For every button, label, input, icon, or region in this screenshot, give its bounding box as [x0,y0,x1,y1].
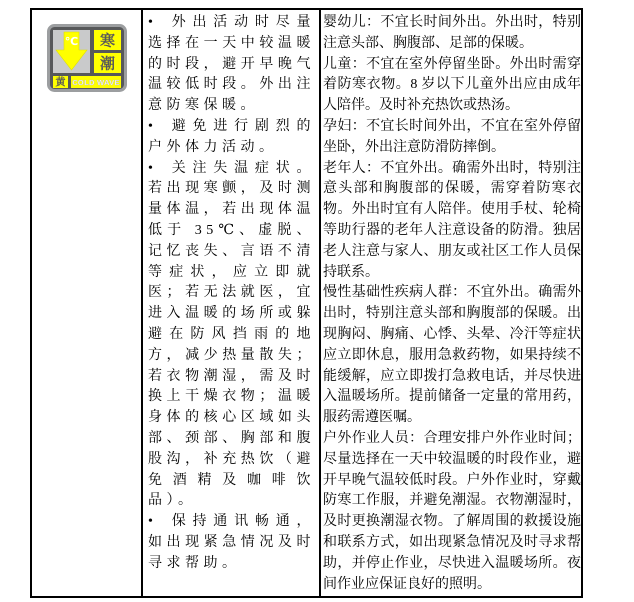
general-advice-text: 关注失温症状。若出现寒颤，及时测量体温，若出现体温低于 35℃、虚脱、记忆丧失、言语不清等症状，应立即就医；若无法就医，宜进入温暖的场所或躲避在防风挡雨的地方，减少热量散失；若衣物潮湿，需及时换上干燥衣物；温暖身体的核心区域如头部、颈部、胸部和腹股沟，补充热饮（避免酒精及咖啡饮品）。 [148,160,315,509]
group-label: 儿童： [323,56,367,72]
group-advice-item [323,159,581,284]
group-label: 慢性基础性疾病人群： [323,285,467,301]
general-advice-item [148,512,315,574]
general-advice-cell [143,10,321,596]
general-advice-item [148,159,315,513]
group-label: 老年人： [323,160,381,176]
general-advice-text: 保持通讯畅通，如出现紧急情况及时寻求帮助。 [148,514,315,571]
group-label: 户外作业人员： [323,430,424,446]
group-advice-item [323,283,581,429]
bullet-glyph: • [148,118,158,134]
cold-wave-advice-table [30,8,583,598]
group-advice-item [323,13,581,55]
bullet-glyph: • [148,15,158,30]
cold-wave-warning-icon [47,24,127,92]
group-text: 合理安排户外作业时间；尽量选择在一天中较温暖的时段作业，避开早晚气温较低时段。户外作业时，穿戴防寒工作服，并避免潮湿。衣物潮湿时，及时更换潮湿衣物。了解周围的救援设施和联系方式，如出现紧急情况及时寻求帮助，并停止作业，尽快进入温暖场所。夜间作业应保证良好的照明。 [323,430,582,592]
cold-wave-english-label: COLD WAVE [71,78,120,87]
cold-char: 寒 [99,32,115,50]
group-text: 不宜外出。确需外出时，特别注意头部和胸腹部的保暖。出现胸闷、胸痛、心悸、头晕、冷汗等症状应立即休息，服用急救药物，如果持续不能缓解，应立即拨打急救电话，并尽快进入温暖场所。提前储备一定量的常用药，服药需遵医嘱。 [323,285,582,426]
group-advice-item [323,117,581,159]
group-advice-cell [321,10,581,596]
wave-char: 潮 [99,55,115,73]
bullet-glyph: • [148,160,158,176]
group-text: 不宜外出。确需外出时，特别注意头部和胸腹部的保暖，需穿着防寒衣物。外出时宜有人陪伴。使用手杖、轮椅等助行器的老年人注意设备的防滑。独居老人注意与家人、朋友或社区工作人员保持联系。 [323,160,582,280]
temperature-unit-label: ℃ [64,36,78,48]
group-advice-item [323,429,581,595]
general-advice-item [148,117,315,159]
group-label: 孕妇： [323,118,367,134]
yellow-level-char: 黄 [55,77,65,89]
general-advice-item [148,13,315,117]
group-text: 不宜在室外停留坐卧。外出时需穿着防寒衣物。8 岁以下儿童外出应由成年人陪伴。及时补充热饮或热汤。 [323,56,582,114]
group-text: 不宜长时间外出。外出时，特别注意头部、胸腹部、足部的保暖。 [323,15,582,51]
warning-icon-cell [32,10,143,596]
group-advice-item [323,55,581,117]
general-advice-text: 避免进行剧烈的户外体力活动。 [148,118,315,155]
group-label: 婴幼儿： [323,15,381,30]
bullet-glyph: • [148,514,158,530]
group-text: 不宜长时间外出，不宜在室外停留坐卧，外出注意防滑防摔倒。 [323,118,582,155]
general-advice-text: 外出活动时尽量选择在一天中较温暖的时段，避开早晚气温较低时段。外出注意防寒保暖。 [148,15,315,114]
